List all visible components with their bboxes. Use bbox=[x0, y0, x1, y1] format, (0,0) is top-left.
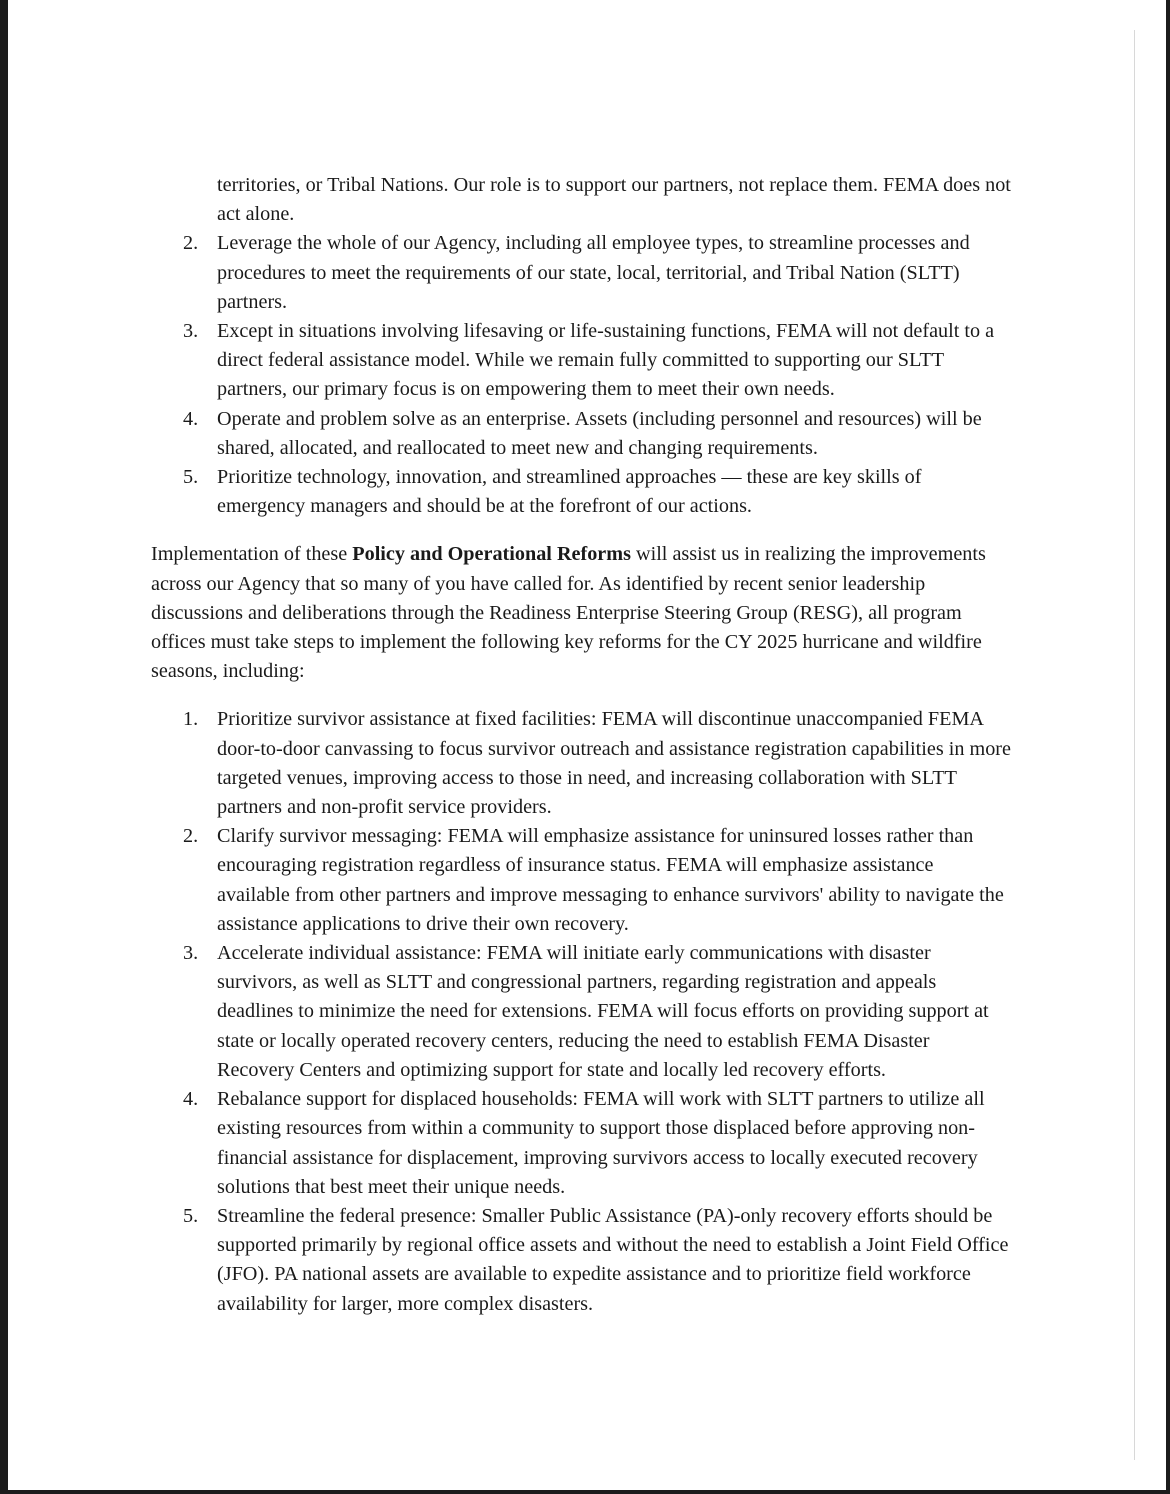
list-item-text: Operate and problem solve as an enterprise. Assets (including personnel and resources) will be shared, allocated, and reallocated to meet new and changing requirements. bbox=[217, 407, 982, 459]
list-item-text: Streamline the federal presence: Smaller Public Assistance (PA)-only recovery efforts should be supported primarily by regional office assets and without the need to establish a Joint Field Office (JFO). PA national assets are available to expedite assistance and to prioritize field workforce availability for larger, more complex disasters. bbox=[217, 1204, 1009, 1315]
list-item-text: Accelerate individual assistance: FEMA will initiate early communications with disaster survivors, as well as SLTT and congressional partners, regarding registration and appeals deadlines to minimize the need for extensions. FEMA will focus efforts on providing support at state or locally operated recovery centers, reducing the need to establish FEMA Disaster Recovery Centers and optimizing support for state and locally led recovery efforts. bbox=[217, 942, 989, 1081]
list-item bbox=[151, 822, 1011, 939]
list-item bbox=[151, 405, 1011, 463]
list-item-text: Clarify survivor messaging: FEMA will emphasize assistance for uninsured losses rather than encouraging registration regardless of insurance status. FEMA will emphasize assistance available from other partners and improve messaging to enhance survivors' ability to navigate the assistance applications to drive their own recovery. bbox=[217, 825, 1004, 935]
reforms-heading-inline: Policy and Operational Reforms bbox=[352, 543, 631, 566]
list-item-number: 5. bbox=[183, 1204, 199, 1227]
list-item-text: Except in situations involving lifesaving or life-sustaining functions, FEMA will not default to a direct federal assistance model. While we remain fully committed to supporting our SLTT partners, our primary focus is on empowering them to meet their own needs. bbox=[217, 320, 995, 401]
scan-edge-line bbox=[1134, 30, 1135, 1460]
list-item-text: Prioritize survivor assistance at fixed facilities: FEMA will discontinue unaccompanied FEMA door-to-door canvassing to focus survivor outreach and assistance registration capabilities in more targeted venues, improving access to those in need, and increasing collaboration with SLTT partners and non-profit service providers. bbox=[217, 708, 1011, 819]
implementation-paragraph bbox=[151, 540, 1011, 686]
document-page bbox=[8, 0, 1166, 1490]
implementation-text-after: will assist us in realizing the improvements across our Agency that so many of you have called for. As identified by recent senior leadership discussions and deliberations through the Readiness Enterprise Steering Group (RESG), all program offices must take steps to implement the following key reforms for the CY 2025 hurricane and wildfire seasons, including: bbox=[151, 543, 986, 683]
list-item-number: 5. bbox=[183, 466, 199, 489]
list-item bbox=[151, 1202, 1011, 1319]
list-item-number: 2. bbox=[183, 825, 199, 848]
reforms-list bbox=[151, 705, 1011, 1318]
list-item bbox=[151, 463, 1011, 521]
continued-item-text: territories, or Tribal Nations. Our role is to support our partners, not replace them. FEMA does not act alone. bbox=[217, 174, 1011, 226]
list-item-number: 4. bbox=[183, 407, 199, 430]
list-item bbox=[151, 939, 1011, 1085]
principles-list bbox=[151, 229, 1011, 521]
implementation-text-before: Implementation of these bbox=[151, 543, 353, 566]
list-item-number: 3. bbox=[183, 320, 199, 343]
list-item-number: 4. bbox=[183, 1088, 199, 1111]
list-item bbox=[151, 705, 1011, 822]
list-item bbox=[151, 317, 1011, 405]
list-item-text: Rebalance support for displaced households: FEMA will work with SLTT partners to utilize all existing resources from within a community to support those displaced before approving non-financial assistance for displacement, improving survivors access to locally executed recovery solutions that best meet their unique needs. bbox=[217, 1088, 985, 1198]
list-item-number: 1. bbox=[183, 708, 199, 731]
list-item-text: Leverage the whole of our Agency, including all employee types, to streamline processes and procedures to meet the requirements of our state, local, territorial, and Tribal Nation (SLTT) partners. bbox=[217, 232, 970, 313]
list-item-number: 2. bbox=[183, 232, 199, 255]
list-item bbox=[151, 1085, 1011, 1202]
document-body bbox=[151, 171, 1011, 1319]
list-item bbox=[151, 229, 1011, 317]
list-item-text: Prioritize technology, innovation, and streamlined approaches — these are key skills of emergency managers and should be at the forefront of our actions. bbox=[217, 466, 922, 518]
list-item-number: 3. bbox=[183, 942, 199, 965]
